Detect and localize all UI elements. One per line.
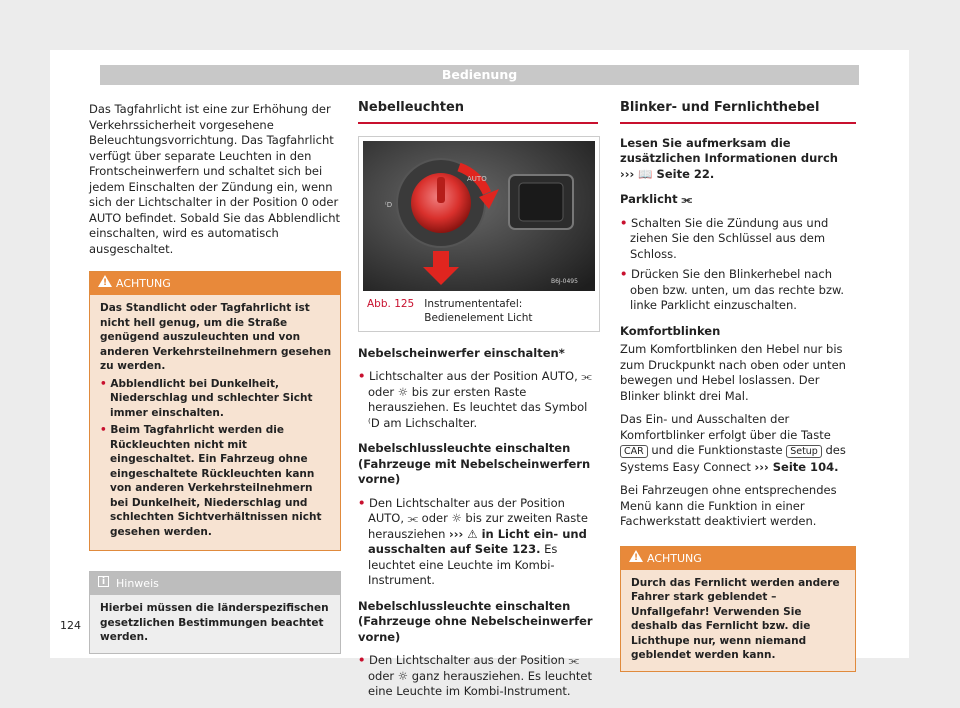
info-icon: i [98,576,109,587]
section-title-fog: Nebelleuchten [358,100,598,124]
hint-text: Hierbei müssen die länderspezifischen gesetzlichen Bestimmungen beachtet werden. [90,595,340,653]
comfort-text-2: Das Ein- und Ausschalten der Komfortblinker erfolgt über die Taste CAR und die Funktionstaste Setup des Systems Easy Connect ››› Seite 104. [620,412,846,474]
figure-number: Abb. 125 [367,297,415,310]
warning-bullet: • Abblendlicht bei Dunkelheit, Niederschlag und schlechter Sicht immer einschalten. [100,377,313,419]
warning-header [90,272,340,295]
comfort-text-1: Zum Komfortblinken den Hebel nur bis zum Druckpunkt nach oben oder unten bewegen und Hebel loslassen. Der Blinker blinkt drei Mal. [620,342,846,403]
warning-header [621,547,855,570]
lead-text: Lesen Sie aufmerksam die zusätzlichen Informationen durch ››› 📖 Seite 22. [620,135,838,181]
warning-box-highbeam [620,546,856,672]
figure-125 [358,136,600,332]
link-page-22[interactable]: ››› 📖 Seite 22. [620,166,715,181]
column-middle [358,100,598,705]
warning-title: ACHTUNG [647,551,702,565]
hint-title: Hinweis [116,577,159,590]
page-number: 124 [60,619,81,632]
figure-code: B6J-0495 [551,277,578,285]
car-key-icon: CAR [620,445,648,458]
intro-text: Das Tagfahrlicht ist eine zur Erhöhung der Verkehrssicherheit vorgesehene Beleuchtungsvorrichtung. Das Tagfahrlicht verfügt über separate Leuchten in den Frontscheinwerfern und schaltet sich bei jedem Einschalten der Zündung ein, wenn sich der Lichtschalter in der Position 0 oder AUTO befindet. Sobald Sie das Abblendlicht einschalten, wird es automatisch ausgeschaltet. [89,102,341,256]
svg-text:AUTO: AUTO [467,174,487,183]
warning-text: Das Standlicht oder Tagfahrlicht ist nicht hell genug, um die Straße genügend auszuleuchten und von anderen Verkehrsteilnehmern gesehen zu werden. [100,302,332,372]
comfort-text-3: Bei Fahrzeugen ohne entsprechendes Menü kann die Funktion in einer Fachwerkstatt deaktiviert werden. [620,483,837,528]
heading-fog-front: Nebelscheinwerfer einschalten* [358,345,565,360]
heading-rear-fog-without: Nebelschlussleuchte einschalten (Fahrzeuge ohne Nebelscheinwerfer vorne) [358,598,593,644]
figure-caption [359,295,599,327]
figure-caption-text: Instrumententafel: Bedienelement Licht [424,297,533,324]
heading-parking-light: Parklicht ⫘ [620,192,692,206]
warning-icon [629,550,643,562]
hint-header [90,572,340,595]
bullet-rear-fog-with: • Den Lichtschalter aus der Position AUTO, ⫘ oder ☼ bis zur zweiten Raste herausziehen ››› ⚠ in Licht ein- und ausschalten auf Seite 123. Es leuchtet eine Leuchte im Kombi-Instrument. [358,495,588,587]
warning-icon [98,275,112,287]
warning-box [89,271,341,551]
link-page-123[interactable]: ››› ⚠ in Licht ein- und ausschalten auf Seite 123. [368,526,587,556]
page-header: Bedienung [100,65,859,85]
svg-text:⁽D: ⁽D [385,200,393,209]
section-title-indicator: Blinker- und Fernlichthebel [620,100,856,124]
bullet-parking-1: • Schalten Sie die Zündung aus und ziehen Sie den Schlüssel aus dem Schloss. [620,215,829,261]
bullet-fog-front: • Lichtschalter aus der Position AUTO, ⫘ oder ☼ bis zur ersten Raste herausziehen. Es leuchtet das Symbol ⁽D am Lichschalter. [358,369,592,430]
column-right [620,100,856,672]
hint-box [89,571,341,654]
warning-title: ACHTUNG [116,277,171,290]
bullet-parking-2: • Drücken Sie den Blinkerhebel nach oben bzw. unten, um das rechte bzw. linke Parklicht einzuschalten. [620,267,844,312]
light-switch-illustration [363,141,595,291]
heading-comfort-indicator: Komfortblinken [620,323,721,338]
warning-bullet: • Beim Tagfahrlicht werden die Rückleuchten nicht mit eingeschaltet. Ein Fahrzeug ohne eingeschaltete Rückleuchten kann von anderen Verkehrsteilnehmern bei Dunkelheit, Niederschlag und schlechten Sichtverhältnissen nicht gesehen werden. [100,424,322,538]
light-switch-image [363,141,595,291]
link-page-104[interactable]: ››› Seite 104. [754,459,839,474]
warning-text: Durch das Fernlicht werden andere Fahrer stark geblendet – Unfallgefahr! Verwenden Sie deshalb das Fernlicht bzw. die Lichthupe nur, wenn niemand geblendet werden kann. [621,570,855,671]
column-left [89,102,341,654]
warning-body [90,295,340,550]
heading-rear-fog-with: Nebelschlussleuchte einschalten (Fahrzeuge mit Nebelscheinwerfern vorne) [358,441,591,486]
setup-key-icon: Setup [786,445,822,458]
bullet-rear-fog-without: • Den Lichtschalter aus der Position ⫘ oder ☼ ganz herausziehen. Es leuchtet eine Leuchte im Kombi-Instrument. [358,653,592,698]
